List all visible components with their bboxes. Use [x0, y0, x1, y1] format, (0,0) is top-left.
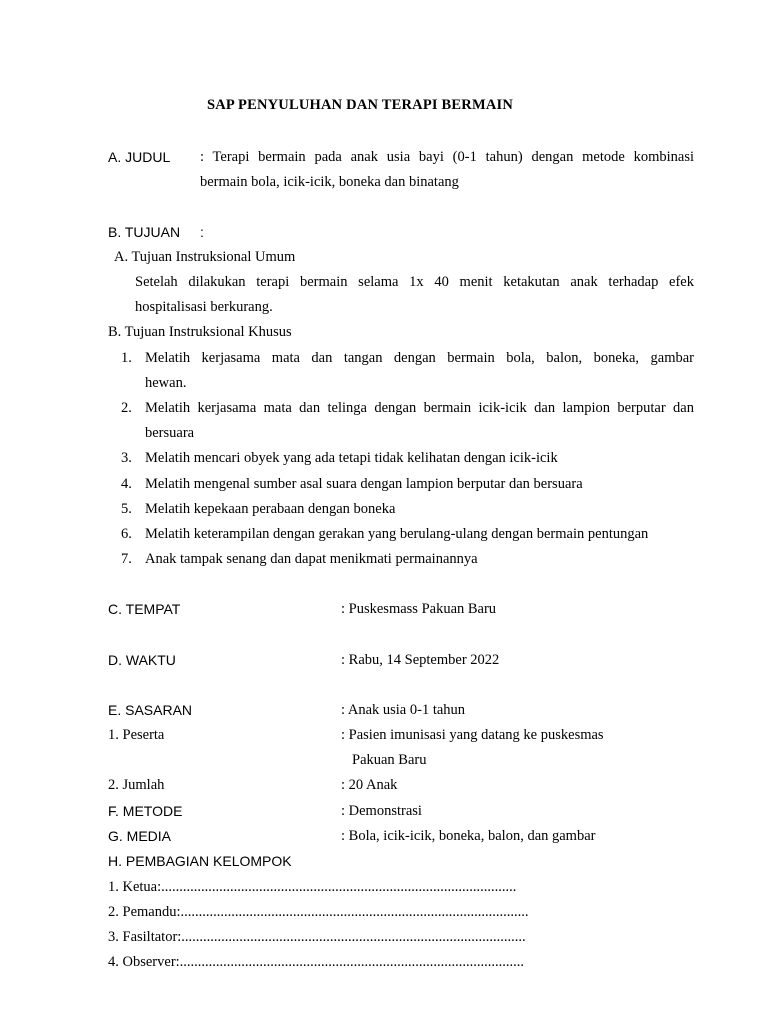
khusus-item-text: Melatih kerjasama mata dan telinga dengan bermain icik-icik dan lampion berputar dan — [145, 400, 694, 416]
waktu-row — [108, 651, 708, 669]
tempat-value: : Puskesmass Pakuan Baru — [341, 601, 497, 617]
tujuan-umum-line1: Setelah dilakukan terapi bermain selama 1x 40 menit ketakutan anak terhadap efek — [135, 274, 694, 290]
khusus-item-text: Melatih mengenal sumber asal suara dengan lampion berputar dan bersuara — [145, 476, 583, 492]
waktu-value: : Rabu, 14 September 2022 — [341, 652, 500, 668]
khusus-item-number: 6. — [121, 526, 132, 542]
khusus-item-text: Melatih keterampilan dengan gerakan yang berulang-ulang dengan bermain pentungan — [145, 526, 649, 542]
document-title: SAP PENYULUHAN DAN TERAPI BERMAIN — [207, 97, 514, 113]
kelompok-observer-line: 4. Observer:............................................................................................... — [108, 954, 525, 970]
sasaran-value: : Anak usia 0-1 tahun — [341, 702, 466, 718]
jumlah-value: : 20 Anak — [341, 777, 398, 793]
peserta-row — [108, 726, 708, 744]
khusus-item-number: 5. — [121, 501, 132, 517]
khusus-item-number: 2. — [121, 400, 132, 416]
khusus-item-text: Melatih kepekaan perabaan dengan boneka — [145, 501, 396, 517]
peserta-value: : Pasien imunisasi yang datang ke puskesmas — [341, 727, 604, 743]
media-value: : Bola, icik-icik, boneka, balon, dan gambar — [341, 828, 596, 844]
metode-label: F. METODE — [108, 803, 183, 819]
jumlah-row — [108, 776, 708, 794]
media-label: G. MEDIA — [108, 828, 172, 844]
tempat-row — [108, 600, 708, 618]
tujuan-label: B. TUJUAN — [108, 224, 181, 240]
waktu-label: D. WAKTU — [108, 652, 176, 668]
tujuan-khusus-heading: B. Tujuan Instruksional Khusus — [108, 324, 292, 340]
judul-text-line2: bermain bola, icik-icik, boneka dan binatang — [200, 174, 459, 190]
khusus-item-number: 1. — [121, 350, 132, 366]
khusus-item-number: 3. — [121, 450, 132, 466]
khusus-item-text: Anak tampak senang dan dapat menikmati permainannya — [145, 551, 478, 567]
khusus-item-number: 7. — [121, 551, 132, 567]
judul-label: A. JUDUL — [108, 149, 171, 165]
jumlah-label: 2. Jumlah — [108, 777, 165, 793]
peserta-label: 1. Peserta — [108, 727, 165, 743]
judul-text-line1: : Terapi bermain pada anak usia bayi (0-1 tahun) dengan metode kombinasi — [200, 149, 694, 165]
tujuan-umum-line2: hospitalisasi berkurang. — [135, 299, 273, 315]
tujuan-umum-heading: A. Tujuan Instruksional Umum — [114, 249, 296, 265]
sasaran-label: E. SASARAN — [108, 702, 193, 718]
metode-row — [108, 802, 708, 820]
media-row — [108, 827, 708, 845]
khusus-item-text: Melatih kerjasama mata dan tangan dengan bermain bola, balon, boneka, gambar — [145, 350, 694, 366]
tempat-label: C. TEMPAT — [108, 601, 181, 617]
kelompok-fasilitator-line: 3. Fasiltator:............................................................................................... — [108, 929, 526, 945]
kelompok-pemandu-line: 2. Pemandu:................................................................................................ — [108, 904, 529, 920]
kelompok-ketua-line: 1. Ketua:.................................................................................................. — [108, 879, 517, 895]
sasaran-row — [108, 701, 708, 719]
khusus-item-number: 4. — [121, 476, 132, 492]
khusus-item-text-cont: bersuara — [145, 425, 195, 441]
tujuan-colon: : — [200, 224, 204, 240]
khusus-item-text-cont: hewan. — [145, 375, 187, 391]
peserta-value-cont: Pakuan Baru — [352, 752, 427, 768]
metode-value: : Demonstrasi — [341, 803, 422, 819]
kelompok-heading: H. PEMBAGIAN KELOMPOK — [108, 853, 292, 869]
khusus-item-text: Melatih mencari obyek yang ada tetapi tidak kelihatan dengan icik-icik — [145, 450, 558, 466]
